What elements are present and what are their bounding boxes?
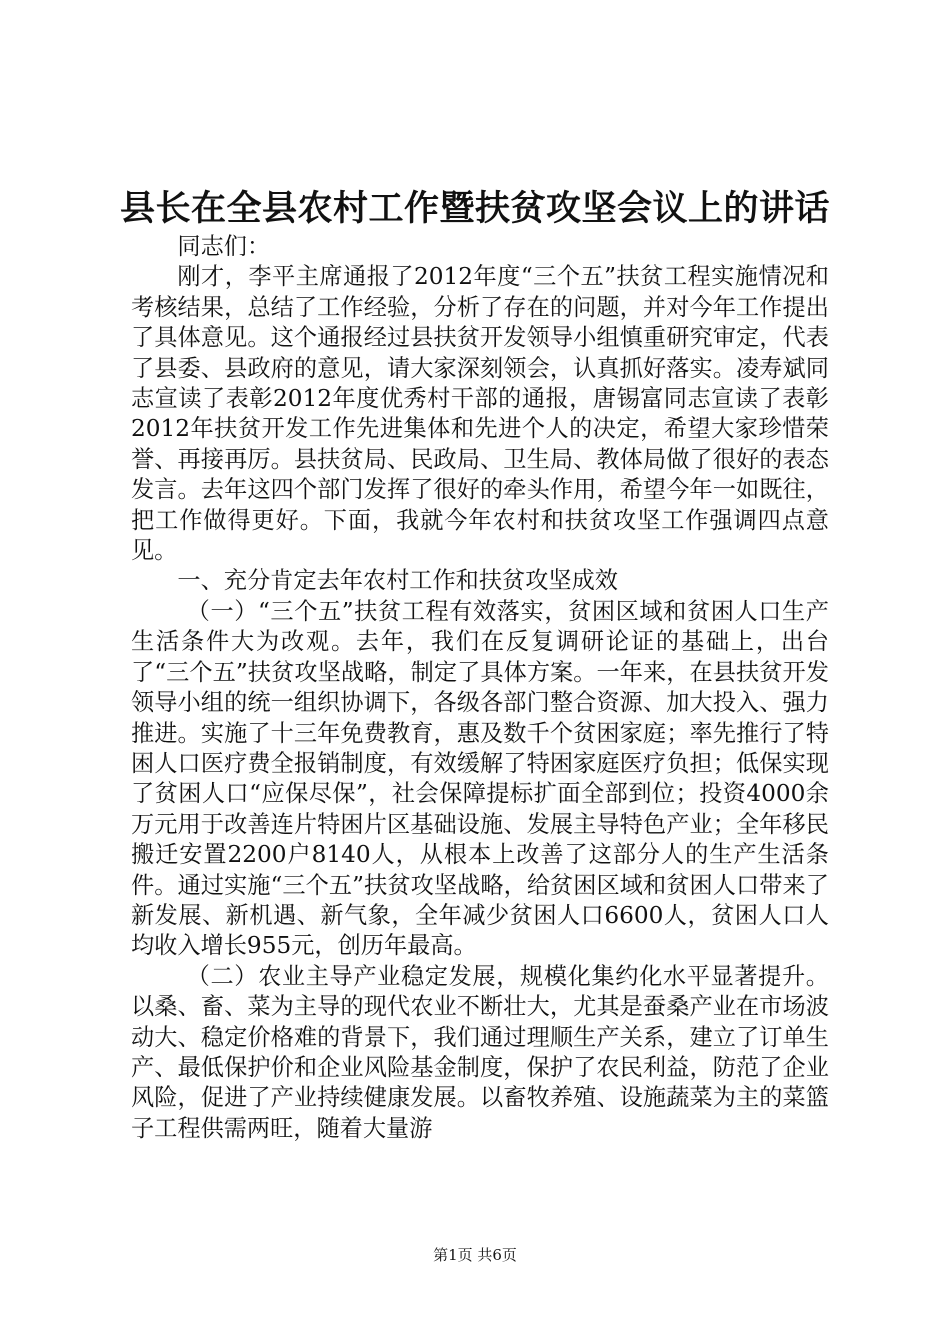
document-title: 县长在全县农村工作暨扶贫攻坚会议上的讲话 — [119, 188, 830, 229]
salutation-paragraph: 同志们： — [177, 233, 271, 260]
page-footer: 第1页 共6页 — [433, 1246, 517, 1264]
subsection-paragraph-1: （一）“三个五”扶贫工程有效落实，贫困区域和贫困人口生产生活条件大为改观。去年，我们在反复调研论证的基础上，出台了“三个五”扶贫攻坚战略，制定了具体方案。一年来，在县扶贫开发领导小组的统一组织协调下，各级各部门整合资源、加大投入、强力推进。实施了十三年免费教育，惠及数千个贫困家庭；率先推行了特困人口医疗费全报销制度，有效缓解了特困家庭医疗负担；低保实现了贫困人口“应保尽保”，社会保障提标扩面全部到位；投资4000余万元用于改善连片特困片区基础设施、发展主导特色产业；全年移民搬迁安置2200户8140人，从根本上改善了这部分人的生产生活条件。通过实施“三个五”扶贫攻坚战略，给贫困区域和贫困人口带来了新发展、新机遇、新气象，全年减少贫困人口6600人，贫困人口人均收入增长955元，创历年最高。 — [131, 597, 829, 960]
document-body — [131, 232, 829, 1144]
intro-paragraph: 刚才，李平主席通报了2012年度“三个五”扶贫工程实施情况和考核结果，总结了工作经验，分析了存在的问题，并对今年工作提出了具体意见。这个通报经过县扶贫开发领导小组慎重研究审定，代表了县委、县政府的意见，请大家深刻领会，认真抓好落实。凌寿斌同志宣读了表彰2012年度优秀村干部的通报，唐锡富同志宣读了表彰2012年扶贫开发工作先进集体和先进个人的决定，希望大家珍惜荣誉、再接再厉。县扶贫局、民政局、卫生局、教体局做了很好的表态发言。去年这四个部门发挥了很好的牵头作用，希望今年一如既往，把工作做得更好。下面，我就今年农村和扶贫攻坚工作强调四点意见。 — [131, 263, 829, 565]
section-heading: 一、充分肯定去年农村工作和扶贫攻坚成效 — [177, 567, 618, 595]
subsection-paragraph-2: （二）农业主导产业稳定发展，规模化集约化水平显著提升。以桑、畜、菜为主导的现代农业不断壮大，尤其是蚕桑产业在市场波动大、稳定价格难的背景下，我们通过理顺生产关系，建立了订单生产、最低保护价和企业风险基金制度，保护了农民利益，防范了企业风险，促进了产业持续健康发展。以畜牧养殖、设施蔬菜为主的菜篮子工程供需两旺，随着大量游 — [131, 962, 829, 1142]
